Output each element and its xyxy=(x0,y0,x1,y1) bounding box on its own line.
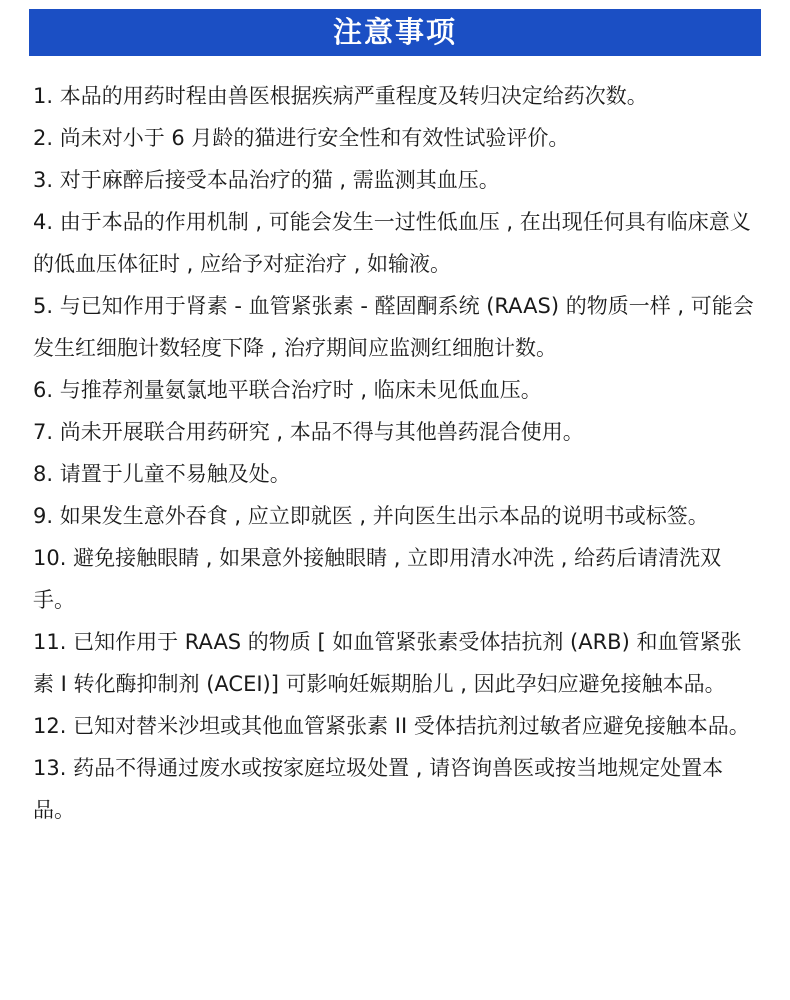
note-item-10: 10. 避免接触眼睛 , 如果意外接触眼睛 , 立即用清水冲洗 , 给药后请清洗双手。 xyxy=(33,546,722,612)
note-item-6: 6. 与推荐剂量氨氯地平联合治疗时 , 临床未见低血压。 xyxy=(33,378,542,402)
note-item-8: 8. 请置于儿童不易触及处。 xyxy=(33,462,291,486)
note-item-4: 4. 由于本品的作用机制 , 可能会发生一过性低血压 , 在出现任何具有临床意义的低血压体征时 , 应给予对症治疗 , 如输液。 xyxy=(33,210,751,276)
note-item-7: 7. 尚未开展联合用药研究 , 本品不得与其他兽药混合使用。 xyxy=(33,420,584,444)
note-item-12: 12. 已知对替米沙坦或其他血管紧张素 II 受体拮抗剂过敏者应避免接触本品。 xyxy=(33,714,750,738)
note-item-5: 5. 与已知作用于肾素 - 血管紧张素 - 醛固酮系统 (RAAS) 的物质一样 , 可能会发生红细胞计数轻度下降 , 治疗期间应监测红细胞计数。 xyxy=(33,294,754,360)
note-item-11: 11. 已知作用于 RAAS 的物质 [ 如血管紧张素受体拮抗剂 (ARB) 和血管紧张素 I 转化酶抑制剂 (ACEI)] 可影响妊娠期胎儿 , 因此孕妇应避免接触本品。 xyxy=(33,630,742,696)
note-item-1: 1. 本品的用药时程由兽医根据疾病严重程度及转归决定给药次数。 xyxy=(33,84,648,108)
header-bar xyxy=(29,9,761,56)
note-item-2: 2. 尚未对小于 6 月龄的猫进行安全性和有效性试验评价。 xyxy=(33,126,570,150)
page-title: 注意事项 xyxy=(332,15,457,49)
note-item-3: 3. 对于麻醉后接受本品治疗的猫 , 需监测其血压。 xyxy=(33,168,500,192)
note-item-9: 9. 如果发生意外吞食 , 应立即就医 , 并向医生出示本品的说明书或标签。 xyxy=(33,504,709,528)
notes-list xyxy=(33,75,761,831)
note-item-13: 13. 药品不得通过废水或按家庭垃圾处置 , 请咨询兽医或按当地规定处置本品。 xyxy=(33,756,724,822)
